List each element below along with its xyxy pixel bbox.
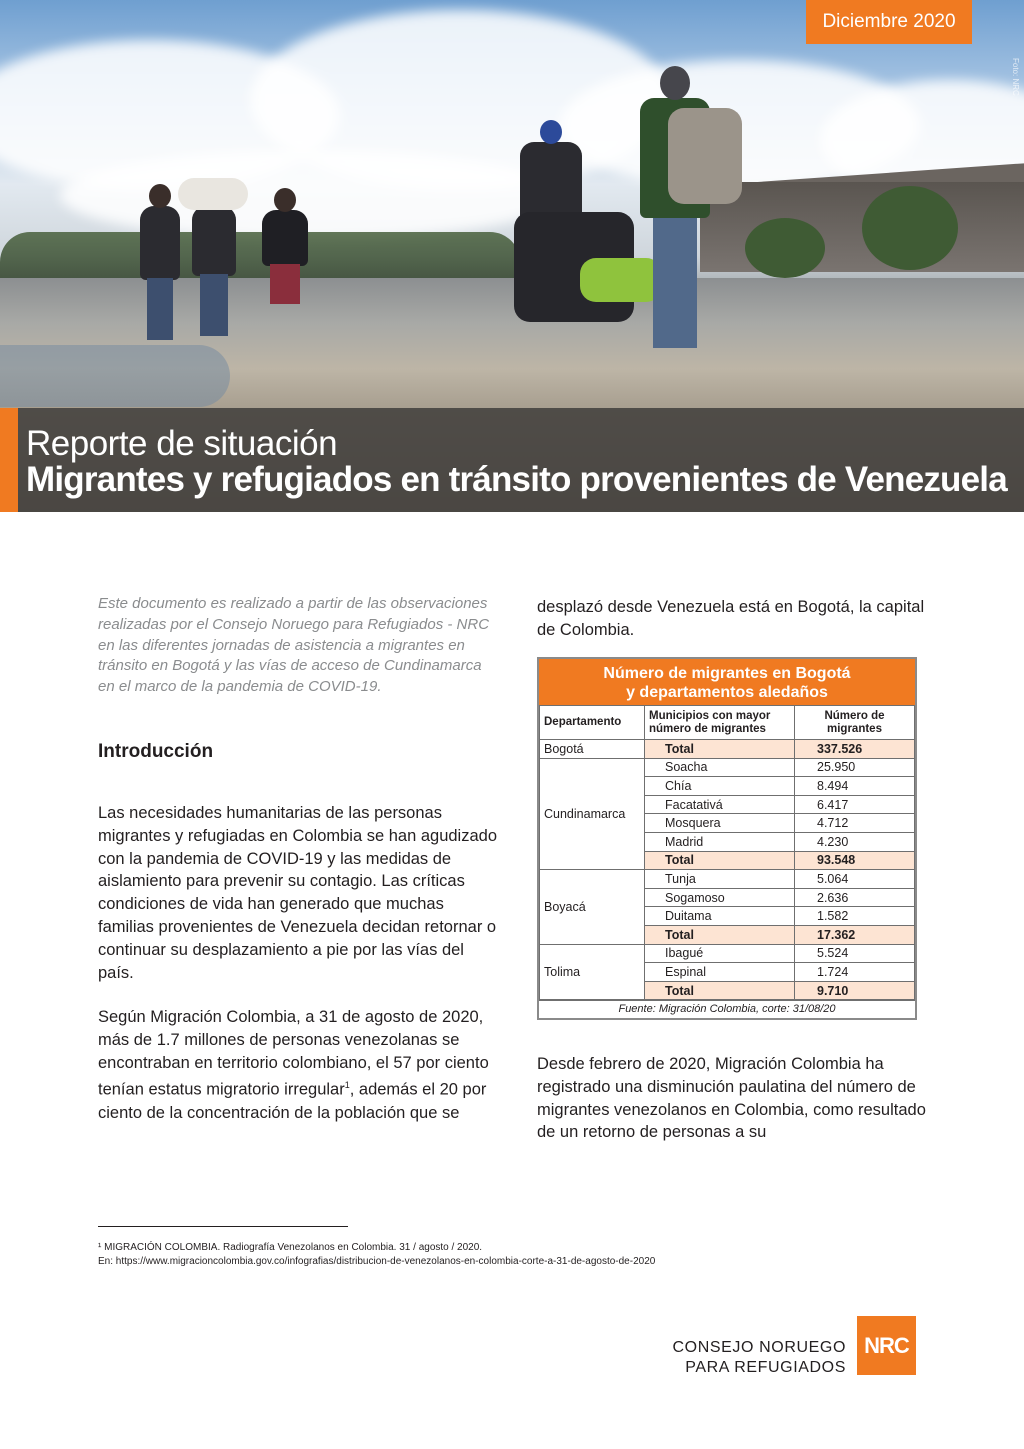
body-paragraph	[98, 1006, 498, 1124]
body-paragraph: Desde febrero de 2020, Migración Colombia ha registrado una disminución paulatina del número de migrantes venezolanos en Colombia, como resultado de un retorno de personas a su	[537, 1055, 926, 1142]
nrc-logo: NRC	[857, 1316, 916, 1375]
count-cell: 5.064	[795, 870, 915, 889]
municipality-cell: Total	[645, 851, 795, 870]
photo-credit: Foto: NRC	[1011, 58, 1020, 96]
table-header-row	[540, 706, 915, 740]
table-source: Fuente: Migración Colombia, corte: 31/08/20	[539, 1000, 915, 1018]
count-cell: 1.724	[795, 963, 915, 982]
footnote-link[interactable]: En: https://www.migracioncolombia.gov.co/infografias/distribucion-de-venezolanos-en-colombia-corte-a-31-de-agosto-de-2020	[98, 1256, 656, 1267]
body-paragraph: Las necesidades humanitarias de las personas migrantes y refugiadas en Colombia se han agudizado con la pandemia de COVID-19 y las medidas de aislamiento para prevenir su contagio. Las críticas condiciones de vida han generado que muchas familias provenientes de Venezuela decidan retornar o continuar su desplazamiento a pie por las vías del país.	[98, 804, 497, 982]
intro-note: Este documento es realizado a partir de las observaciones realizadas por el Consejo Noruego para Refugiados - NRC en las diferentes jornadas de asistencia a migrantes en tránsito en Bogotá y las vías de acceso de Cundinamarca en el marco de la pandemia de COVID-19.	[98, 595, 490, 696]
department-cell: Bogotá	[540, 740, 645, 759]
walking-person	[262, 210, 308, 266]
municipality-cell: Soacha	[645, 758, 795, 777]
municipality-cell: Chía	[645, 777, 795, 796]
table-row	[540, 870, 915, 889]
department-cell: Boyacá	[540, 870, 645, 944]
municipality-cell: Total	[645, 981, 795, 1000]
footnote-reference[interactable]: 1	[344, 1080, 350, 1091]
count-cell: 93.548	[795, 851, 915, 870]
walking-person	[520, 142, 582, 222]
table-header-cell: Departamento	[540, 706, 645, 740]
count-cell: 1.582	[795, 907, 915, 926]
footnote-citation: ¹ MIGRACIÓN COLOMBIA. Radiografía Venezolanos en Colombia. 31 / agosto / 2020.	[98, 1242, 483, 1253]
table-caption-line: Número de migrantes en Bogotá	[603, 665, 851, 682]
table-caption-line: y departamentos aledaños	[626, 684, 828, 701]
date-badge: Diciembre 2020	[806, 0, 972, 44]
title-band	[0, 408, 1024, 512]
count-cell: 9.710	[795, 981, 915, 1000]
paragraph-text: , además el 20 por ciento de la concentración de la población que se	[98, 1080, 487, 1122]
count-cell: 4.712	[795, 814, 915, 833]
municipality-cell: Mosquera	[645, 814, 795, 833]
count-cell: 8.494	[795, 777, 915, 796]
paragraph-text: Según Migración Colombia, a 31 de agosto de 2020, más de 1.7 millones de personas venezolanas se encontraban en territorio colombiano, el 57 por ciento tenían estatus migratorio irregular	[98, 1008, 489, 1099]
count-cell: 17.362	[795, 925, 915, 944]
migrants-table	[537, 657, 917, 1020]
footnote-divider	[98, 1226, 348, 1227]
count-cell: 4.230	[795, 832, 915, 851]
table-row	[540, 944, 915, 963]
municipality-cell: Tunja	[645, 870, 795, 889]
count-cell: 5.524	[795, 944, 915, 963]
municipality-cell: Ibagué	[645, 944, 795, 963]
table-row	[540, 758, 915, 777]
table-header-cell: Número de migrantes	[795, 706, 915, 740]
municipality-cell: Duitama	[645, 907, 795, 926]
municipality-cell: Sogamoso	[645, 888, 795, 907]
count-cell: 6.417	[795, 795, 915, 814]
municipality-cell: Espinal	[645, 963, 795, 982]
green-bag	[580, 258, 662, 302]
municipality-cell: Madrid	[645, 832, 795, 851]
department-cell: Cundinamarca	[540, 758, 645, 870]
organization-name	[673, 1338, 846, 1378]
walking-person	[192, 206, 236, 276]
count-cell: 2.636	[795, 888, 915, 907]
carried-sack	[178, 178, 248, 210]
section-heading: Introducción	[98, 741, 214, 762]
puddle	[0, 345, 230, 407]
municipality-cell: Total	[645, 740, 795, 759]
tree	[862, 186, 958, 270]
backpack	[668, 108, 742, 204]
walking-person	[140, 206, 180, 280]
municipality-cell: Facatativá	[645, 795, 795, 814]
cloud	[60, 150, 560, 240]
count-cell: 25.950	[795, 758, 915, 777]
report-type: Reporte de situación	[26, 424, 338, 463]
tree	[745, 218, 825, 278]
count-cell: 337.526	[795, 740, 915, 759]
table-header-cell: Municipios con mayor número de migrantes	[645, 706, 795, 740]
report-title: Migrantes y refugiados en tránsito provenientes de Venezuela	[26, 460, 1007, 499]
municipality-cell: Total	[645, 925, 795, 944]
table-row	[540, 740, 915, 759]
title-accent-bar	[0, 408, 18, 512]
table-caption	[539, 659, 915, 705]
department-cell: Tolima	[540, 944, 645, 1000]
footnote	[98, 1241, 798, 1269]
body-paragraph: desplazó desde Venezuela está en Bogotá, la capital de Colombia.	[537, 598, 925, 639]
organization-name-line: CONSEJO NORUEGO	[672, 1339, 846, 1356]
organization-name-line: PARA REFUGIADOS	[685, 1359, 846, 1376]
